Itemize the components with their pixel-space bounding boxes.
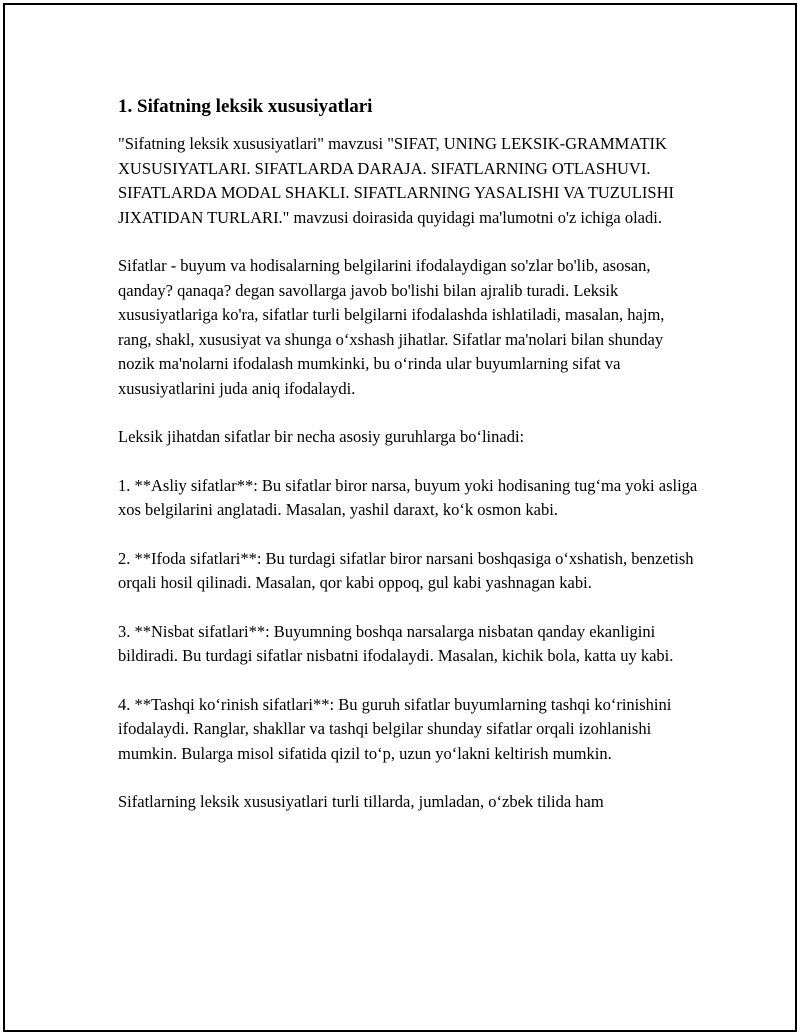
- list-item-nisbat: 3. **Nisbat sifatlari**: Buyumning boshqa narsalarga nisbatan qanday ekanligini bildiradi. Bu turdagi sifatlar nisbatni ifodalaydi. Masalan, kichik bola, katta uy kabi.: [118, 621, 674, 665]
- section-heading: 1. Sifatning leksik xususiyatlari: [118, 96, 373, 117]
- list-item-ifoda: 2. **Ifoda sifatlari**: Bu turdagi sifatlar biror narsani boshqasiga o‘xshatish, benzetish orqali hosil qilinadi. Masalan, qor kabi oppoq, gul kabi yashnagan kabi.: [118, 548, 694, 592]
- closing-paragraph: Sifatlarning leksik xususiyatlari turli tillarda, jumladan, o‘zbek tilida ham: [118, 792, 604, 811]
- document-body: [118, 94, 698, 839]
- definition-paragraph: Sifatlar - buyum va hodisalarning belgilarini ifodalaydigan so'zlar bo'lib, asosan, qanday? qanaqa? degan savollarga javob bo'lishi bilan ajralib turadi. Leksik xususiyatlariga ko'ra, sifatlar turli belgilarni ifodalashda ishlatiladi, masalan, hajm, rang, shakl, xususiyat va shunga o‘xshash jihatlar. Sifatlar ma'nolari bilan shunday nozik ma'nolarni ifodalash mumkinki, bu o‘rinda ular buyumlarning sifat va xususiyatlarini juda aniq ifodalaydi.: [118, 256, 665, 398]
- intro-paragraph: "Sifatning leksik xususiyatlari" mavzusi "SIFAT, UNING LEKSIK-GRAMMATIK XUSUSIYATLARI. SIFATLARDA DARAJA. SIFATLARNING OTLASHUVI. SIFATLARDA MODAL SHAKLI. SIFATLARNING YASALISHI VA TUZULISHI JIXATIDAN TURLARI." mavzusi doirasida quyidagi ma'lumotni o'z ichiga oladi.: [118, 134, 674, 227]
- list-item-tashqi: 4. **Tashqi ko‘rinish sifatlari**: Bu guruh sifatlar buyumlarning tashqi ko‘rinishini ifodalaydi. Ranglar, shakllar va tashqi belgilar shunday sifatlar orqali izohlanishi mumkin. Bularga misol sifatida qizil to‘p, uzun yo‘lakni keltirish mumkin.: [118, 694, 672, 763]
- groups-intro-paragraph: Leksik jihatdan sifatlar bir necha asosiy guruhlarga bo‘linadi:: [118, 427, 525, 446]
- list-item-asliy: 1. **Asliy sifatlar**: Bu sifatlar biror narsa, buyum yoki hodisaning tug‘ma yoki asliga xos belgilarini anglatadi. Masalan, yashil daraxt, ko‘k osmon kabi.: [118, 475, 698, 519]
